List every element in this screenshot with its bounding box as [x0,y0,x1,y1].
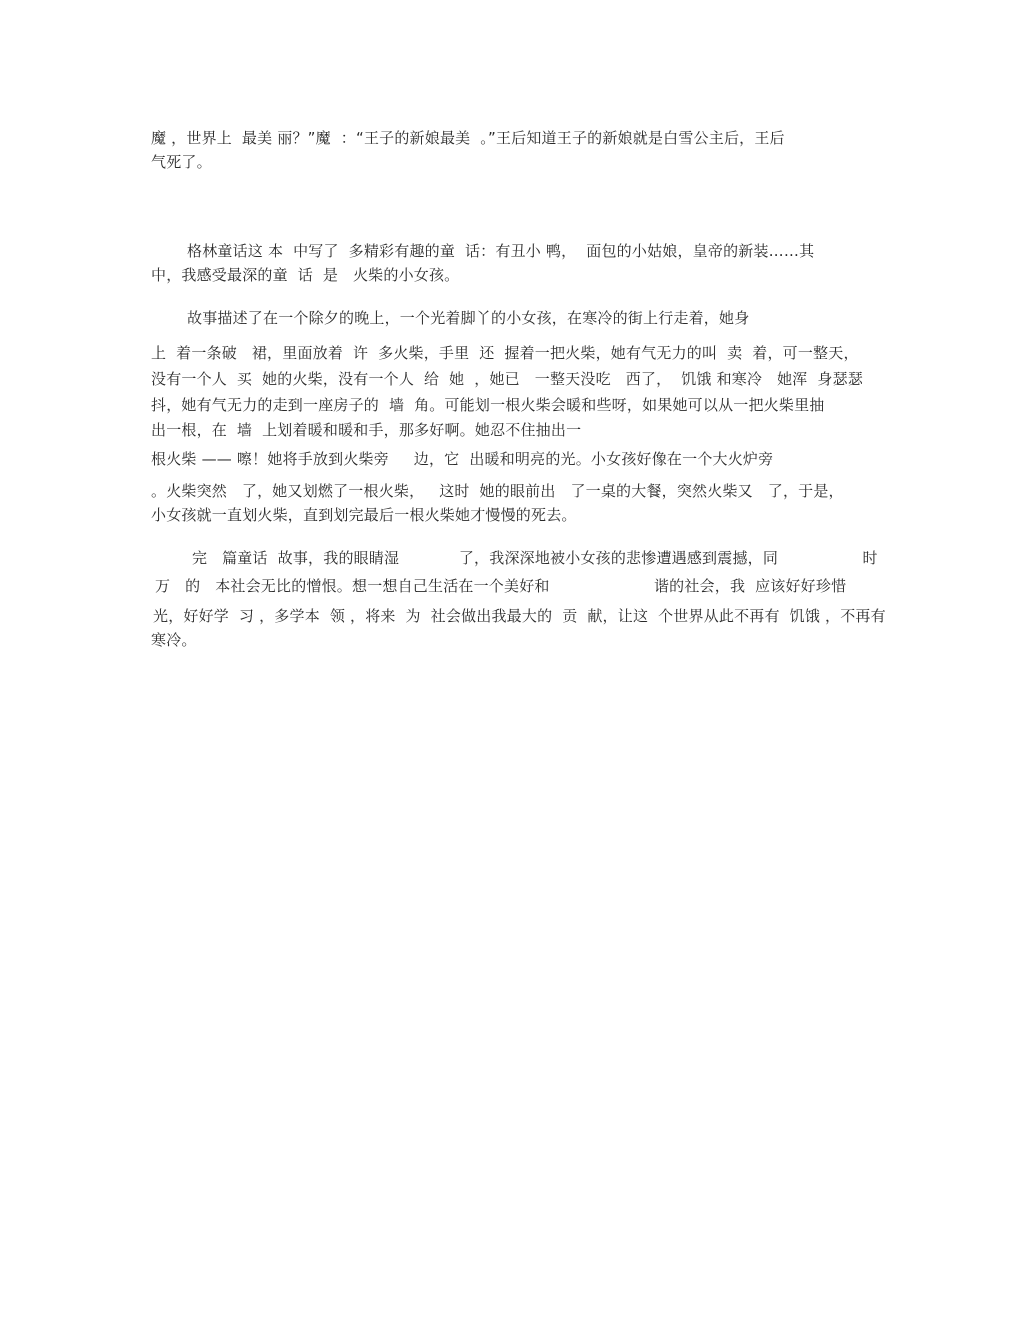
text-line: 上 着一条破 裙，里面放着 许 多火柴，手里 还 握着一把火柴，她有气无力的叫 卖 着，可一整天， [151,344,859,362]
text-line: 小女孩就一直划火柴，直到划完最后一根火柴她才慢慢的死去。 [151,506,577,524]
text-line: 魔 ，世界上 最美 丽？”魔 ：“王子的新娘最美 。”王后知道王子的新娘就是白雪公主后，王后 [151,129,785,147]
text-line: 中，我感受最深的童 话 是 火柴的小女孩。 [151,266,460,284]
text-line: 故事描述了在一个除夕的晚上，一个光着脚丫的小女孩，在寒冷的街上行走着，她身 [187,309,750,327]
text-line: 光，好好学 习 ，多学本 领 ，将来 为 社会做出我最大的 贡 献，让这 个世界从此不再有 饥饿 ，不再有 [153,607,886,625]
text-line: 完 篇童话 故事，我的眼睛湿 了，我深深地被小女孩的悲惨遭遇感到震撼，同 时 [192,549,878,567]
text-line: 。火柴突然 了，她又划燃了一根火柴， 这时 她的眼前出 了一桌的大餐，突然火柴又 了，于是， [151,482,844,500]
text-line: 格林童话这 本 中写了 多精彩有趣的童 话：有丑小 鸭， 面包的小姑娘，皇帝的新装……其 [187,242,815,260]
text-line: 万 的 本社会无比的憎恨。想一想自己生活在一个美好和 谐的社会，我 应该好好珍惜 [155,577,847,595]
text-line: 寒冷。 [151,631,197,649]
text-line: 出一根，在 墙 上划着暖和暖和手，那多好啊。她忍不住抽出一 [151,421,582,439]
text-line: 根火柴 —— 嚓！她将手放到火柴旁 边，它 出暖和明亮的光。小女孩好像在一个大火炉旁 [151,450,774,468]
text-line: 气死了。 [151,153,212,171]
text-line: 没有一个人 买 她的火柴，没有一个人 给 她 ，她已 一整天没吃 西了， 饥饿 和寒冷 她浑 身瑟瑟 [151,370,864,388]
text-line: 抖，她有气无力的走到一座房子的 墙 角。可能划一根火柴会暖和些呀，如果她可以从一把火柴里抽 [151,396,825,414]
